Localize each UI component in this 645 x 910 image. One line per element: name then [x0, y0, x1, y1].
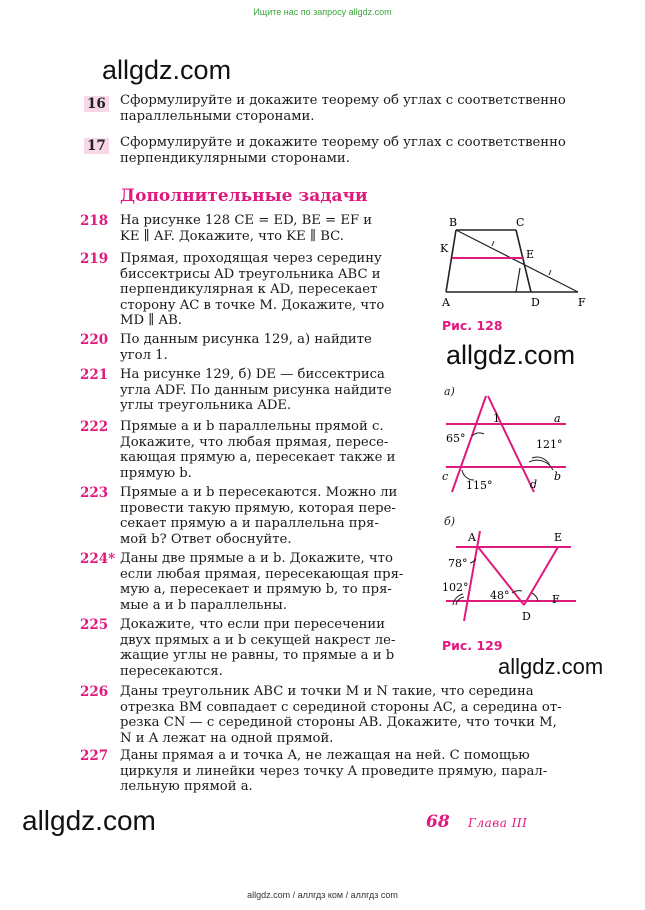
- text-line: резка CN — с серединой стороны AB. Докажите, что точки M,: [120, 715, 557, 731]
- point-label: D: [531, 296, 540, 309]
- point-label: C: [516, 216, 525, 229]
- text-line: прямую b.: [120, 465, 192, 481]
- line-label: a: [554, 412, 561, 425]
- text-line: мой b? Ответ обоснуйте.: [120, 531, 292, 547]
- problem-number: 221: [80, 367, 109, 383]
- section-heading: Дополнительные задачи: [120, 186, 368, 206]
- text-line: N и A лежат на одной прямой.: [120, 730, 334, 746]
- figure-129a: [436, 388, 596, 500]
- problem-number: 224*: [80, 551, 116, 567]
- text-line: Даны прямая a и точка A, не лежащая на ней. С помощью: [120, 748, 530, 763]
- text-line: перпендикулярная к AD, пересекает: [120, 282, 378, 298]
- problem-224-text: [120, 551, 428, 613]
- footer-links[interactable]: allgdz.com / аллгдз ком / аллгдз com: [247, 890, 398, 900]
- text-line: пересекаются.: [120, 663, 223, 679]
- figure-129b-label: б): [444, 515, 456, 528]
- problem-225-text: [120, 617, 428, 679]
- watermark: allgdz.com: [22, 805, 156, 836]
- text-line: Сформулируйте и докажите теорему об углах с соответственно: [120, 93, 566, 108]
- text-line: отрезка BM совпадает с серединой стороны AC, а середина от-: [120, 699, 562, 715]
- point-label: A: [442, 296, 450, 309]
- point-label: A: [468, 531, 476, 544]
- question-17-text: [120, 135, 590, 166]
- figure-128: [436, 212, 596, 312]
- angle-label: 121°: [536, 438, 563, 451]
- problem-222-text: [120, 419, 428, 481]
- question-16-text: [120, 93, 590, 124]
- text-line: циркуля и линейки через точку A проведите прямую, парал-: [120, 763, 548, 779]
- question-number: 16: [84, 96, 109, 112]
- problem-number: 226: [80, 684, 109, 700]
- problem-number: 219: [80, 251, 109, 267]
- text-line: если любая прямая, пересекающая пря-: [120, 566, 404, 582]
- point-label: E: [526, 248, 535, 261]
- angle-label: 78°: [448, 557, 468, 570]
- problem-220-text: [120, 332, 428, 363]
- point-label: B: [449, 216, 458, 229]
- text-line: перпендикулярными сторонами.: [120, 150, 350, 166]
- line-label: d: [530, 478, 538, 491]
- text-line: биссектрисы AD треугольника ABC и: [120, 266, 381, 282]
- point-label: D: [522, 610, 531, 623]
- text-line: На рисунке 129, б) DE — биссектриса: [120, 367, 385, 382]
- problem-227-text: [120, 748, 590, 795]
- watermark: allgdz.com: [446, 340, 576, 370]
- problem-219-text: [120, 251, 428, 329]
- text-line: параллельными сторонами.: [120, 108, 315, 124]
- text-line: угол 1.: [120, 347, 168, 363]
- text-line: MD ∥ AB.: [120, 313, 182, 329]
- text-line: провести такую прямую, которая пере-: [120, 500, 396, 516]
- text-line: жащие углы не равны, то прямые a и b: [120, 648, 395, 664]
- angle-label: 102°: [442, 581, 469, 594]
- page-number: 68: [426, 812, 450, 832]
- text-line: мые a и b параллельны.: [120, 597, 287, 613]
- text-line: Докажите, что любая прямая, пересе-: [120, 434, 389, 450]
- text-line: лельную прямой a.: [120, 779, 253, 795]
- figure-129-caption: Рис. 129: [442, 638, 503, 653]
- text-line: углы треугольника ADE.: [120, 398, 292, 414]
- text-line: Прямые a и b параллельны прямой c.: [120, 419, 384, 434]
- problem-218-text: [120, 213, 428, 244]
- text-line: Даны две прямые a и b. Докажите, что: [120, 551, 393, 566]
- text-line: двух прямых a и b секущей накрест ле-: [120, 632, 396, 648]
- text-line: угла ADF. По данным рисунка найдите: [120, 382, 392, 398]
- problem-223-text: [120, 485, 428, 547]
- text-line: кающая прямую a, пересекает также и: [120, 450, 396, 466]
- problem-226-text: [120, 684, 590, 746]
- question-number: 17: [84, 138, 109, 154]
- text-line: KE ∥ AF. Докажите, что KE ∥ BC.: [120, 228, 344, 244]
- text-line: мую a, пересекает и прямую b, то пря-: [120, 582, 392, 598]
- text-line: сторону AC в точке M. Докажите, что: [120, 297, 385, 313]
- angle-label: 48°: [490, 589, 510, 602]
- question-16: [84, 93, 109, 112]
- figure-128-caption: Рис. 128: [442, 318, 503, 333]
- text-line: Докажите, что если при пересечении: [120, 617, 385, 632]
- text-line: Прямая, проходящая через середину: [120, 251, 382, 266]
- point-label: F: [578, 296, 586, 309]
- watermark: allgdz.com: [102, 55, 232, 85]
- top-banner[interactable]: Ищите нас по запросу allgdz.com: [253, 7, 392, 17]
- question-17: [84, 135, 109, 154]
- problem-number: 218: [80, 213, 109, 229]
- problem-number: 220: [80, 332, 109, 348]
- text-line: секает прямую a и параллельна пря-: [120, 516, 379, 532]
- problem-number: 225: [80, 617, 109, 633]
- figure-129b: [436, 525, 596, 625]
- watermark: allgdz.com: [498, 654, 604, 679]
- angle-label: 115°: [466, 479, 493, 492]
- problem-221-text: [120, 367, 428, 414]
- angle-label: 65°: [446, 432, 466, 445]
- problem-number: 223: [80, 485, 109, 501]
- figure-129a-label: а): [444, 385, 455, 398]
- angle-label: 1: [493, 412, 500, 425]
- text-line: Даны треугольник ABC и точки M и N такие, что середина: [120, 684, 534, 699]
- point-label: E: [554, 531, 563, 544]
- text-line: Сформулируйте и докажите теорему об углах с соответственно: [120, 135, 566, 150]
- line-label: b: [554, 470, 562, 483]
- chapter-label: Глава III: [468, 816, 528, 830]
- line-label: c: [442, 470, 449, 483]
- point-label: K: [440, 242, 449, 255]
- text-line: По данным рисунка 129, а) найдите: [120, 332, 372, 347]
- problem-number: 222: [80, 419, 109, 435]
- point-label: F: [552, 593, 560, 606]
- problem-number: 227: [80, 748, 109, 764]
- text-line: Прямые a и b пересекаются. Можно ли: [120, 485, 398, 500]
- text-line: На рисунке 128 CE = ED, BE = EF и: [120, 213, 373, 228]
